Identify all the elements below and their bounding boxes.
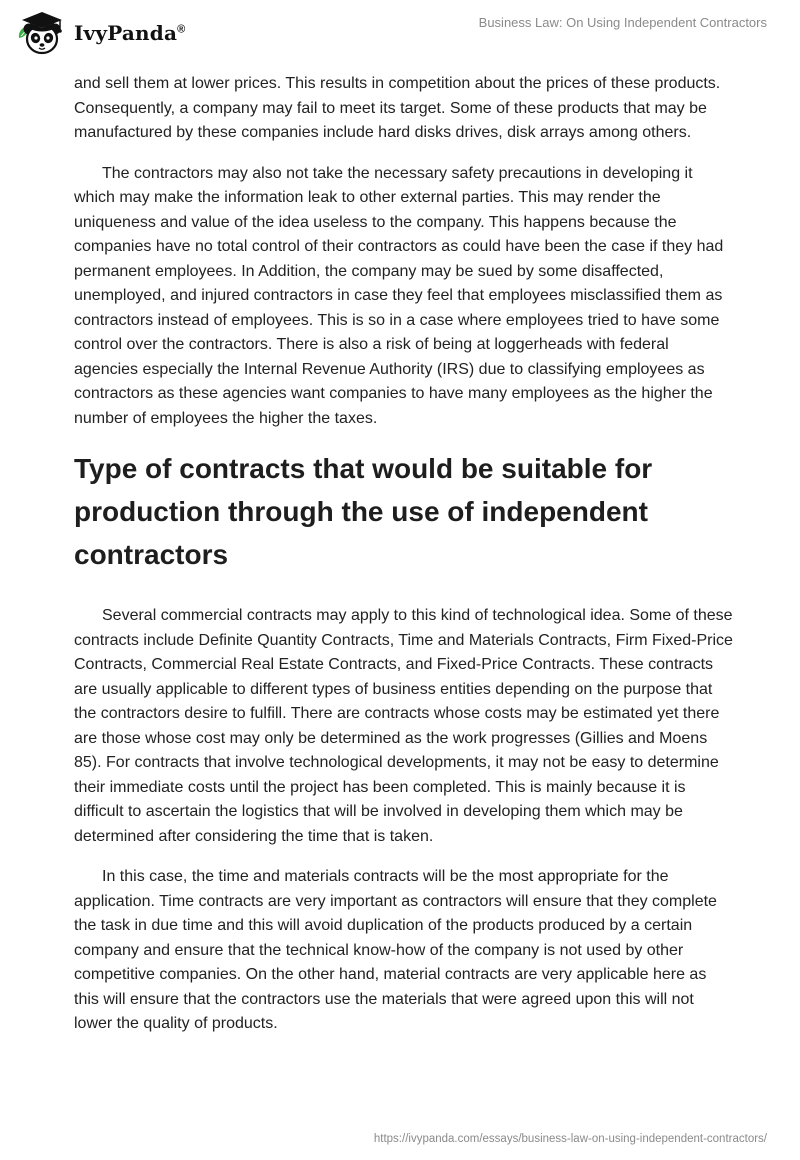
- page-header: [0, 0, 800, 70]
- document-title: Business Law: On Using Independent Contractors: [478, 15, 767, 30]
- source-url[interactable]: https://ivypanda.com/essays/business-law-on-using-independent-contractors/: [373, 1133, 767, 1145]
- paragraph-risks: The contractors may also not take the necessary safety precautions in developing it which may make the information leak to other external parties. This may render the uniqueness and value of the idea useless to the company. This happens because the companies have no total control of their contractors as could have been the case if they had permanent employees. In Addition, the company may be sued by some disaffected, unemployed, and injured contractors in case they feel that employees misclassified them as contractors instead of employees. This is so in a case where employees tried to have some control over the contractors. There is also a risk of being at loggerheads with federal agencies especially the Internal Revenue Authority (IRS) due to classifying employees as contractors as these agencies want companies to have many employees as the higher the number of employees the higher the taxes.: [74, 164, 724, 427]
- panda-graduation-cap-icon: [16, 8, 68, 58]
- brand-logo[interactable]: [16, 8, 185, 58]
- article-body: [74, 72, 734, 1053]
- section-heading: Type of contracts that would be suitable for production through the use of independent contractors: [74, 453, 653, 570]
- paragraph-contract-types: Several commercial contracts may apply to this kind of technological idea. Some of these contracts include Definite Quantity Contracts, Time and Materials Contracts, Firm Fixed-Price Contracts, Commercial Real Estate Contracts, and Fixed-Price Contracts. These contracts are usually applicable to different types of business entities depending on the purpose that the contractors desire to fulfill. There are contracts whose costs may be estimated yet there are those whose cost may only be determined as the work progresses (Gillies and Moens 85). For contracts that involve technological developments, it may not be easy to determine their immediate costs until the project has been completed. This is mainly because it is difficult to ascertain the logistics that will be involved in developing them which may be determined after considering the time that is taken.: [74, 607, 733, 845]
- brand-name: IvyPanda®: [74, 21, 186, 45]
- paragraph-time-materials: In this case, the time and materials contracts will be the most appropriate for the application. Time contracts are very important as contractors will ensure that they complete the task in due time and this will avoid duplication of the products produced by a certain company and ensure that the technical know-how of the company is not used by other competitive companies. On the other hand, material contracts are very applicable here as this will ensure that the contractors use the materials that were agreed upon this will not lower the quality of products.: [74, 868, 717, 1032]
- registered-mark: ®: [177, 23, 186, 36]
- paragraph-continuation: and sell them at lower prices. This results in competition about the prices of these products. Consequently, a company may fail to meet its target. Some of these products that may be manufactured by these companies include hard disks drives, disk arrays among others.: [74, 75, 721, 141]
